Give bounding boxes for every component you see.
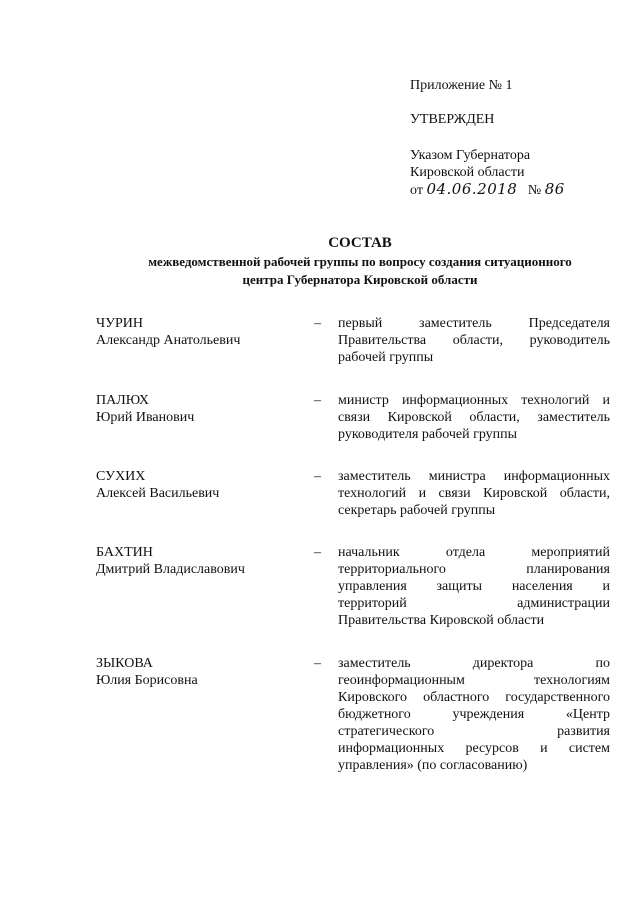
role-line: Кировского областного государственного [338, 690, 610, 705]
member-given-names: Юлия Борисовна [96, 673, 198, 688]
member-role [338, 544, 610, 629]
member-surname: ЗЫКОВА [96, 656, 153, 671]
member-name [96, 655, 296, 689]
role-line: технологий и связи Кировской области, [338, 486, 610, 501]
decree-line-1: Указом Губернатора [410, 148, 531, 163]
member-surname: ПАЛЮХ [96, 393, 149, 408]
member-name [96, 468, 296, 502]
role-line: Правительства Кировской области [338, 613, 545, 628]
decree-date-line [410, 181, 565, 199]
dash-separator: – [314, 545, 321, 560]
member-surname: БАХТИН [96, 545, 153, 560]
appendix-label: Приложение № 1 [410, 78, 513, 93]
role-line: управления» (по согласованию) [338, 758, 528, 773]
role-line: рабочей группы [338, 350, 434, 365]
dash-separator: – [314, 393, 321, 408]
member-surname: ЧУРИН [96, 316, 144, 331]
role-line: информационных ресурсов и систем [338, 741, 610, 756]
member-name [96, 315, 296, 349]
member-given-names: Алексей Васильевич [96, 486, 220, 501]
member-given-names: Юрий Иванович [96, 410, 195, 425]
document-title [60, 233, 640, 289]
approved-label: УТВЕРЖДЕН [410, 112, 495, 127]
dash-separator: – [314, 316, 321, 331]
role-line: связи Кировской области, заместитель [338, 410, 610, 425]
role-line: начальник отдела мероприятий [338, 545, 610, 560]
role-line: стратегического развития [338, 724, 610, 739]
member-name [96, 392, 296, 426]
role-line: заместитель директора по [338, 656, 610, 671]
role-line: министр информационных технологий и [338, 393, 610, 408]
member-role [338, 315, 610, 366]
member-surname: СУХИХ [96, 469, 146, 484]
member-name [96, 544, 296, 578]
member-given-names: Дмитрий Владиславович [96, 562, 245, 577]
role-line: секретарь рабочей группы [338, 503, 496, 518]
decree-line-2: Кировской области [410, 165, 525, 180]
role-line: бюджетного учреждения «Центр [338, 707, 610, 722]
role-line: геоинформационным технологиям [338, 673, 610, 688]
decree-number: 86 [544, 180, 565, 198]
title-line-1: межведомственной рабочей группы по вопросу создания ситуационного [148, 254, 572, 269]
title-line-2: центра Губернатора Кировской области [242, 272, 478, 287]
role-line: управления защиты населения и [338, 579, 610, 594]
role-line: Правительства области, руководитель [338, 333, 610, 348]
dash-separator: – [314, 656, 321, 671]
member-given-names: Александр Анатольевич [96, 333, 241, 348]
member-role [338, 468, 610, 519]
number-prefix: № [527, 183, 542, 198]
role-line: заместитель министра информационных [338, 469, 610, 484]
dash-separator: – [314, 469, 321, 484]
member-role [338, 655, 610, 774]
decree-date: 04.06.2018 [426, 180, 518, 198]
title-heading: СОСТАВ [328, 235, 392, 251]
role-line: первый заместитель Председателя [338, 316, 610, 331]
approval-block [410, 77, 565, 199]
role-line: руководителя рабочей группы [338, 427, 518, 442]
role-line: территориального планирования [338, 562, 610, 577]
member-role [338, 392, 610, 443]
role-line: территорий администрации [338, 596, 610, 611]
date-prefix: от [410, 183, 423, 198]
